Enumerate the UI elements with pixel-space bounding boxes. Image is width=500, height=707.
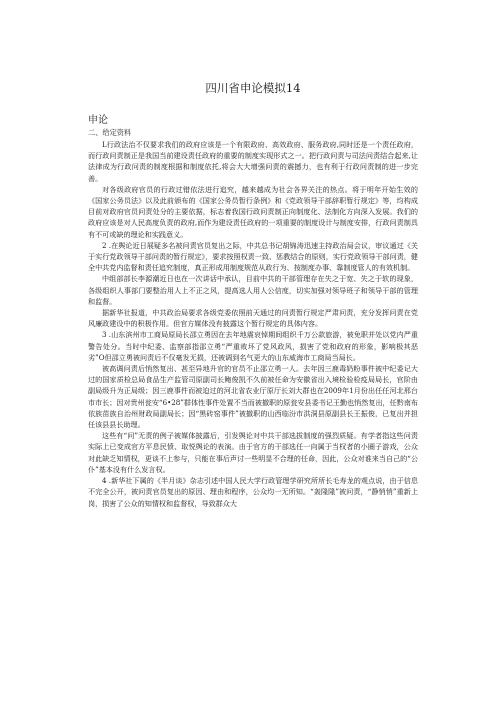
- subheading: 二、给定资料: [88, 128, 132, 137]
- paragraph-7: 被高调问责后悄然复出、甚至异地升官的官员不止邵立勇一人。去年因三鹿毒奶粉事件被中纪委记大过的国家质检总局食品生产监管司原副司长鲍俊凯不久前被任命为安徽省出入境检验检疫局局长，官阶由副局级升为正局级；因三鹿事件而被迫过的河北省农业厅原厅长刘大群也在2009年1月份出任任河北邢台市市长；因对贵州瓮安“6•28”群体性事件处置不当而被撤职的原瓮安县委书记王勤也悄然复出，任黔南布依族苗族自治州财政局副局长；因“黑砖窑事件”被撤职的山西临汾市洪洞县原副县长王振俊，已复出并担任该县县长助理。: [88, 364, 419, 430]
- paragraph-8: 这些有“问”无责的例子被媒体披露后，引发舆论对中共干部选拔制度的强烈质疑。有学者指这些问责实际上已变成官方平息民愤、取悦舆论的表演。由于官方的干部选任一向属于当权者的小圈子游戏，公众对此缺乏知情权，更谈不上参与，只能在事后声讨一些明显不合理的任命，因此，公众对谁来当自己的“公仆”基本没有什么发言权。: [88, 431, 418, 474]
- paragraph-1: L行政法治不仅要求我们的政府应该是一个有限政府、高效政府、服务政府,同时还是一个责任政府，而行政问责制正是我国当前建设责任政府的重要的制度实现形式之一。把行政问责与司法问责结合起来,让法律成为行政问责的制度根据和制度依托,将会大大增强问责的震撼力，也有利于行政问责制的进一步完善。: [88, 140, 418, 183]
- paragraph-5: 据新华社报道，中共政治局要求各级党委依照前天通过的问责暂行规定严肃问责，充分发挥问责在党风廉政建设中的积极作用。但官方媒体没有披露这个暂行规定的具体内容。: [88, 308, 418, 329]
- paragraph-6: 3 .山东滨州市工商局原局长邵立勇因在去年地震哀悼期间组织千万公款旅游，被免职并处以党内严重警告处分。当时中纪委、监察部指邵立勇“严重败坏了党风政风，损害了党和政府的形象，影响极其恶劣”O但邵立勇被问责后不仅毫发无损，还被调到名气更大的山东威海市工商局当局长。: [88, 330, 418, 362]
- document-title: 四川省申论模拟14: [205, 81, 301, 95]
- paragraph-2: 对各级政府官员的行政过错依法进行追究，越来越成为社会各界关注的热点。将于明年开始生效的《国家公务员法》以及此前颁布的《国家公务员暂行条例》和《党政领导干部辞职暂行规定》等，均构成目前对政府官员问责处分的主要依据，标志着我国行政问责制正向制度化、法制化方向深入发展。我们的政府应该是对人民高度负责的政府,而作为建设责任政府的一项重要的制度设计与制度安排，行政问责制具有不可或缺的理论和实践意义。: [88, 184, 418, 239]
- paragraph-9: 4 .新华社下属的《半月谈》杂志引述中国人民大学行政管理学研究所所长毛寿龙的观点说，由于信息不完全公开，被问责官员复出的原因、理由和程序，公众均一无所知。“轰隆隆”被问责，“静悄悄”重新上岗，损害了公众的知情权和监督权，导致群众大: [88, 476, 418, 508]
- paragraph-3: 2 .在舆论近日展疑多名被问责官员复出之际，中共总书记胡锦涛迅速主持政治局会议，审议通过《关于实行党政领导干部问责的暂行规定》，要求按照权责一致、惩教结合的原则，实行党政领导干部问责，健全中共党内监督和责任追究制度，真正形成用制度规范从政行为、按制度办事、靠制度管人的有效机制。: [88, 240, 418, 273]
- paragraph-4: 中组部部长李源潮近日也在一次讲话中承认，目前中共的干部管理存在失之于宽、失之于软的现象，各级组织人事部门要整治用人上不正之风，提高选人用人公信度，切实加强对领导班子和领导干部的管理和监督。: [88, 274, 418, 306]
- section-heading: 申论: [88, 115, 108, 126]
